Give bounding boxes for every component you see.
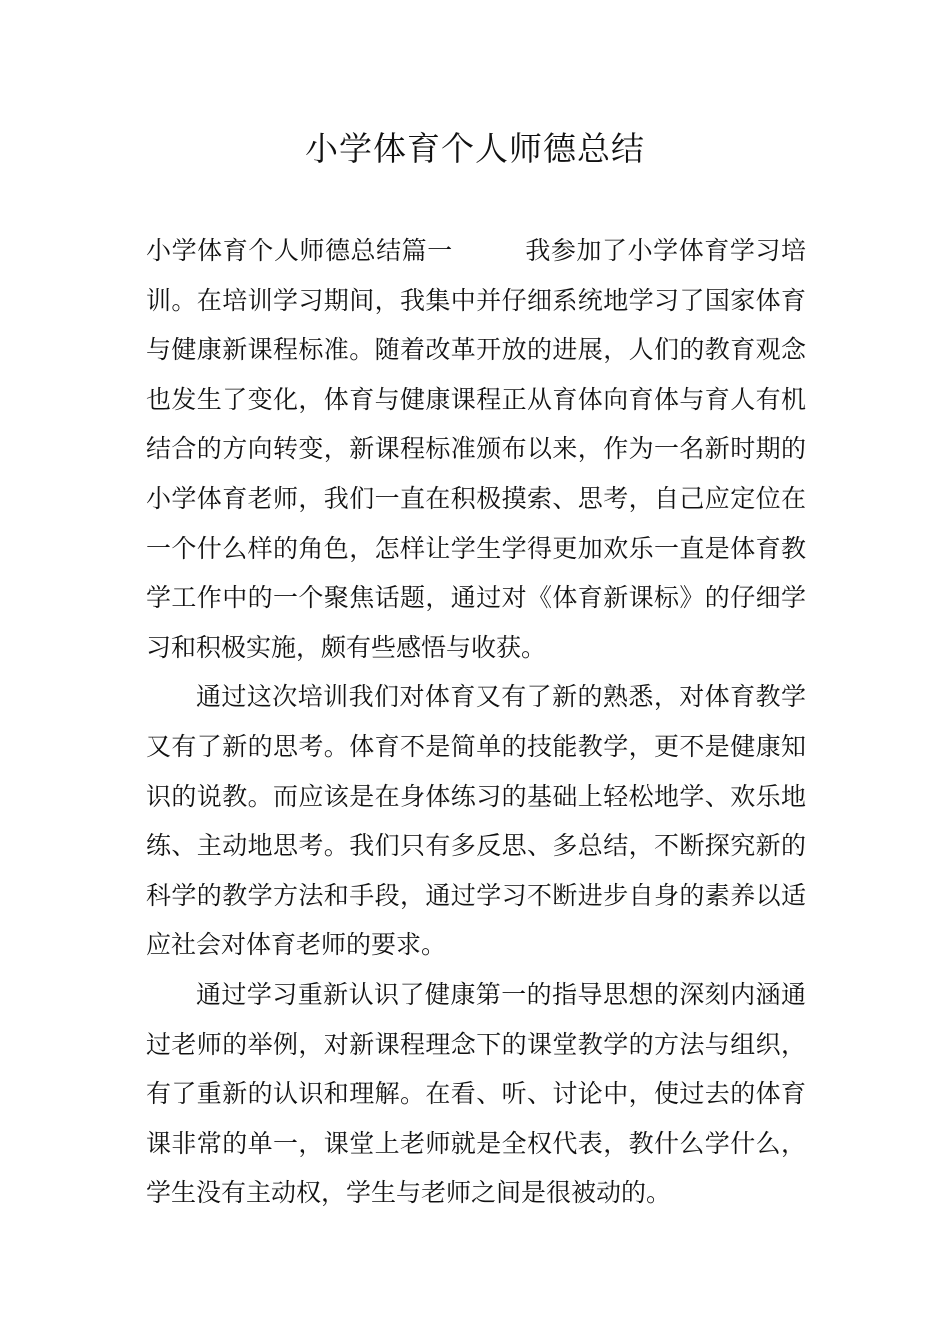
document-body xyxy=(146,226,806,1218)
paragraph-2: 通过这次培训我们对体育又有了新的熟悉，对体育教学又有了新的思考。体育不是简单的技能教学，更不是健康知识的说教。而应该是在身体练习的基础上轻松地学、欢乐地练、主动地思考。我们只有多反思、多总结，不断探究新的科学的教学方法和手段，通过学习不断进步自身的素养以适应社会对体育老师的要求。 xyxy=(146,682,806,960)
document-title: 小学体育个人师德总结 xyxy=(305,129,645,168)
paragraph-1 xyxy=(146,226,806,672)
inline-heading: 小学体育个人师德总结篇一 xyxy=(146,236,453,265)
paragraph-3: 通过学习重新认识了健康第一的指导思想的深刻内涵通过老师的举例，对新课程理念下的课堂教学的方法与组织，有了重新的认识和理解。在看、听、讨论中，使过去的体育课非常的单一，课堂上老师就是全权代表，教什么学什么，学生没有主动权，学生与老师之间是很被动的。 xyxy=(146,979,806,1208)
paragraph-1-text: 我参加了小学体育学习培训。在培训学习期间，我集中并仔细系统地学习了国家体育与健康新课程标准。随着改革开放的进展，人们的教育观念也发生了变化，体育与健康课程正从育体向育体与育人有机结合的方向转变，新课程标准颁布以来，作为一名新时期的小学体育老师，我们一直在积极摸索、思考，自己应定位在一个什么样的角色，怎样让学生学得更加欢乐一直是体育教学工作中的一个聚焦话题，通过对《体育新课标》的仔细学习和积极实施，颇有些感悟与收获。 xyxy=(146,236,806,662)
